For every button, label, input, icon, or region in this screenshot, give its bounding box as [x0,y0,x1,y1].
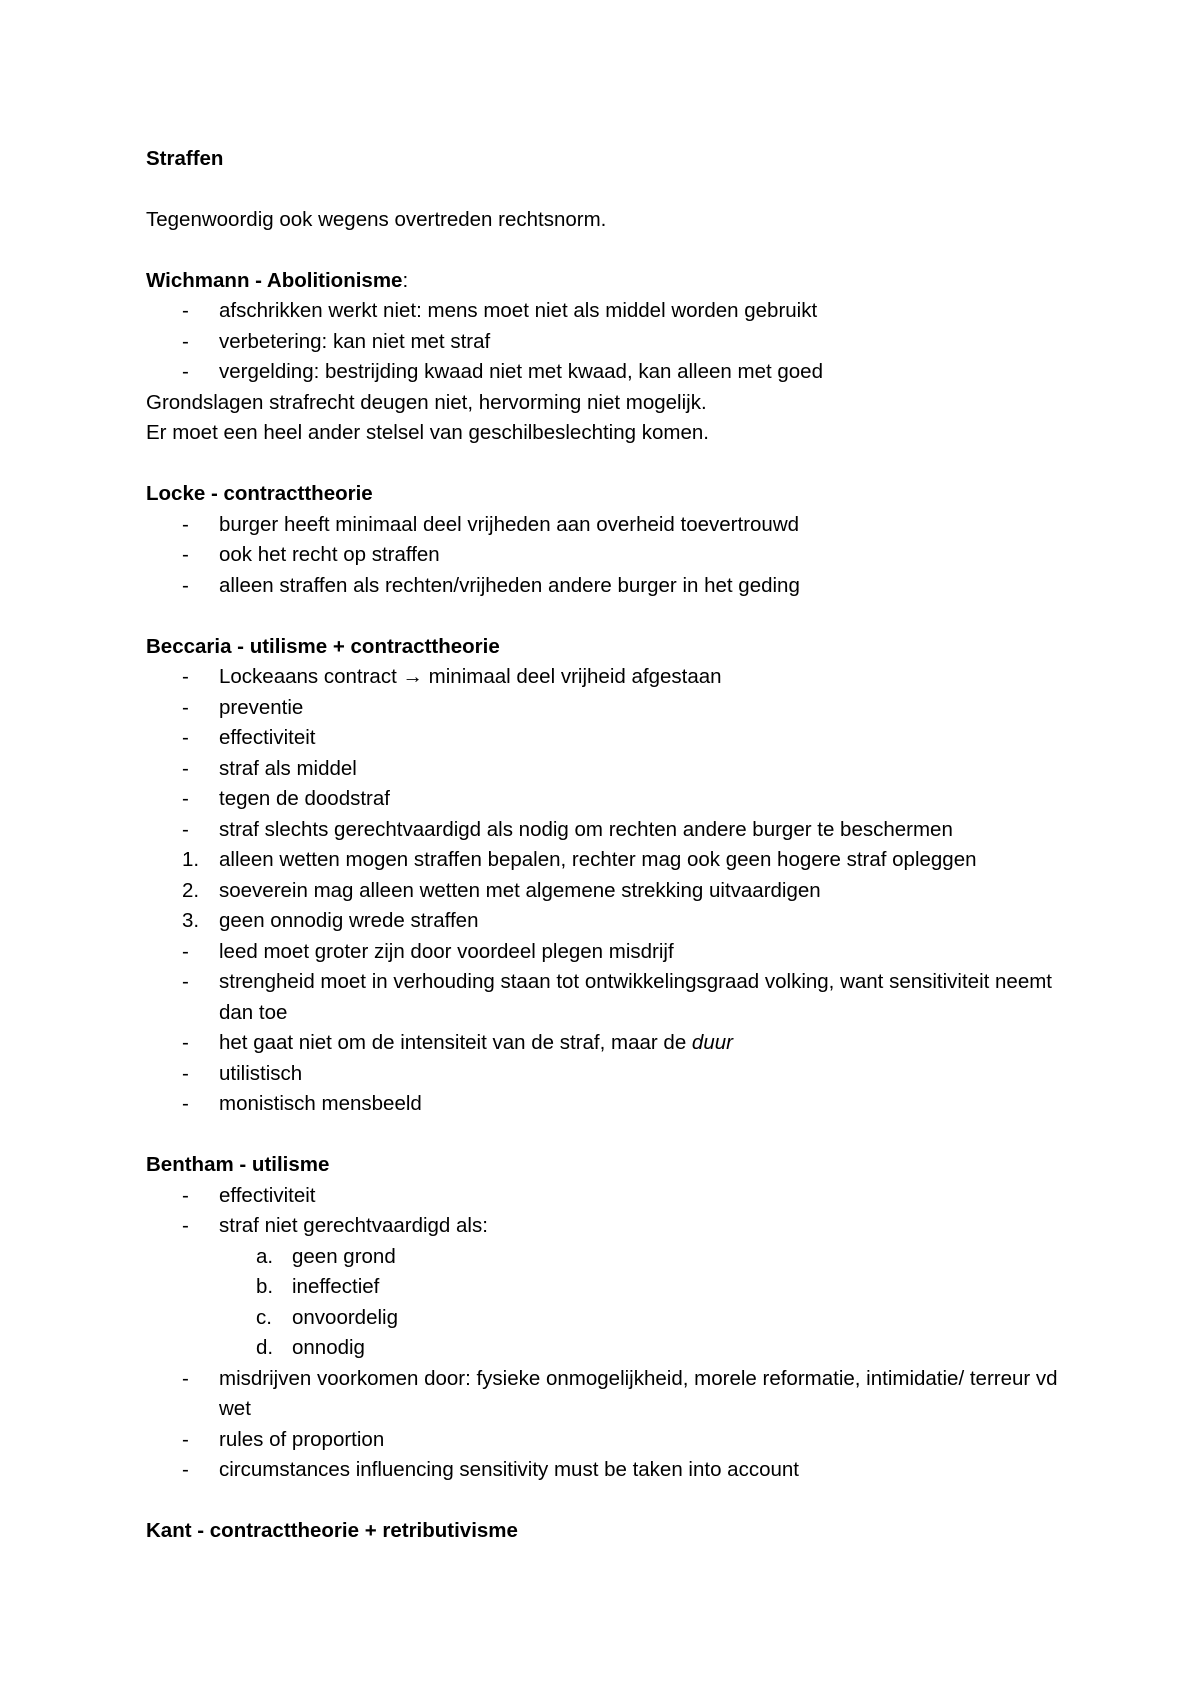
section-heading-bentham: Bentham - utilisme [146,1153,330,1176]
body-paragraph: Er moet een heel ander stelsel van geschilbeslechting komen. [146,421,709,444]
list-item: - afschrikken werkt niet: mens moet niet als middel worden gebruikt [182,299,818,322]
spacer [146,601,1086,632]
list-item: - utilistisch [182,1061,303,1085]
list-item: - burger heeft minimaal deel vrijheden aan overheid toevertrouwd [182,512,800,536]
section-heading-beccaria: Beccaria - utilisme + contracttheorie [146,634,500,658]
sub-list-item: a. geen grond [256,1244,396,1268]
section-heading-locke: Locke - contracttheorie [146,482,373,505]
numbered-list-item: 3. geen onnodig wrede straffen [182,909,479,932]
list-item: - vergelding: bestrijding kwaad niet met kwaad, kan alleen met goed [182,360,823,383]
list-item: - rules of proportion [182,1427,385,1451]
list-item: - Lockeaans contract → minimaal deel vrijheid afgestaan [182,665,722,688]
emphasis-text: duur [691,1031,733,1054]
list-item: - misdrijven voorkomen door: fysieke onmogelijkheid, morele reformatie, intimidatie/ terreur vd wet [182,1366,1058,1420]
list-item: - strengheid moet in verhouding staan tot ontwikkelingsgraad volking, want sensitiviteit neemt dan toe [182,970,1052,1024]
spacer [146,449,1086,480]
spacer [146,174,1086,205]
spacer [146,235,1086,266]
document-title: Straffen [146,147,224,170]
section-heading-kant: Kant - contracttheorie + retributivisme [146,1519,518,1542]
list-item: - preventie [182,695,304,719]
document-page [146,144,1086,1547]
list-item: - verbetering: kan niet met straf [182,329,491,353]
list-item: - tegen de doodstraf [182,787,390,810]
section-heading-wichmann: Wichmann - Abolitionisme: [146,268,409,292]
sub-list-item: c. onvoordelig [256,1305,398,1329]
body-paragraph: Grondslagen strafrecht deugen niet, hervorming niet mogelijk. [146,390,707,414]
list-item: - straf niet gerechtvaardigd als: [182,1214,488,1237]
list-item: - monistisch mensbeeld [182,1092,422,1115]
spacer [146,1486,1086,1517]
list-item: - straf slechts gerechtvaardigd als nodig om rechten andere burger te beschermen [182,817,953,841]
intro-paragraph: Tegenwoordig ook wegens overtreden rechtsnorm. [146,207,607,231]
list-item: - effectiviteit [182,726,316,749]
sub-list-item: d. onnodig [256,1336,365,1359]
list-item: - ook het recht op straffen [182,543,440,566]
list-item: - circumstances influencing sensitivity must be taken into account [182,1458,799,1481]
numbered-list-item: 2. soeverein mag alleen wetten met algemene strekking uitvaardigen [182,878,821,902]
spacer [146,1120,1086,1151]
list-item: - effectiviteit [182,1183,316,1207]
list-item: - het gaat niet om de intensiteit van de straf, maar de duur [182,1031,733,1054]
list-item: - leed moet groter zijn door voordeel plegen misdrijf [182,939,674,963]
list-item: - alleen straffen als rechten/vrijheden andere burger in het geding [182,573,800,597]
sub-list-item: b. ineffectief [256,1275,380,1298]
numbered-list-item: 1. alleen wetten mogen straffen bepalen, rechter mag ook geen hogere straf opleggen [182,848,977,871]
list-item: - straf als middel [182,756,357,780]
